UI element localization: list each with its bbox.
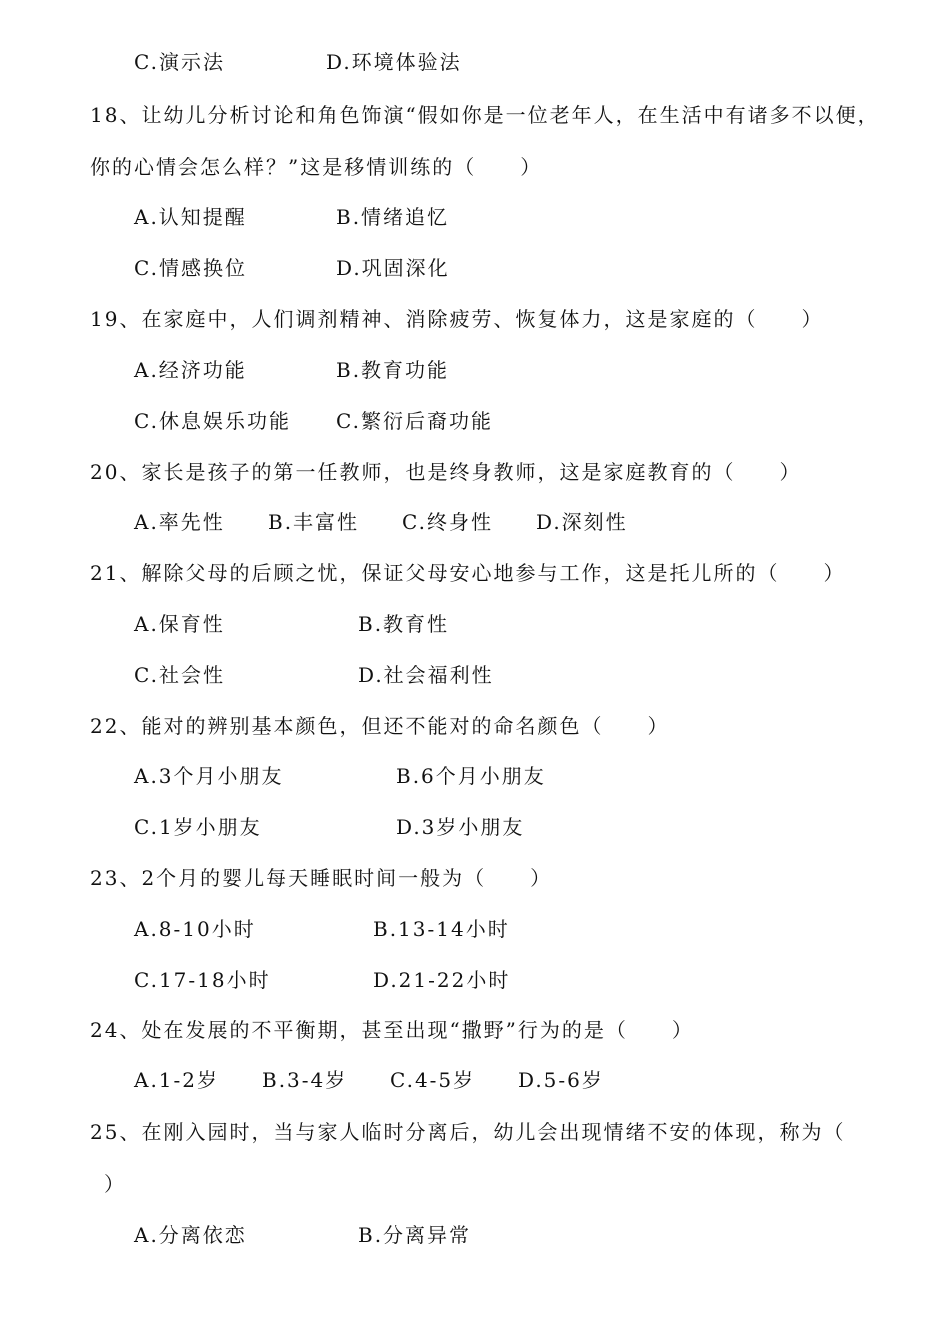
q25-text-line1: 25、在刚入园时，当与家人临时分离后，幼儿会出现情绪不安的体现，称为（ <box>90 1120 846 1144</box>
q19-option-c: C.休息娱乐功能 <box>134 409 291 433</box>
q22-text: 22、能对的辨别基本颜色，但还不能对的命名颜色（ ） <box>90 714 670 738</box>
q20-option-a: A.率先性 <box>134 510 225 534</box>
q21-option-b: B.教育性 <box>358 612 450 636</box>
q19-option-d: C.繁衍后裔功能 <box>336 409 493 433</box>
q24-option-d: D.5-6岁 <box>518 1068 604 1092</box>
q20-option-c: C.终身性 <box>402 510 493 534</box>
q17-option-c: C.演示法 <box>134 50 225 74</box>
q23-text: 23、2个月的婴儿每天睡眠时间一般为（ ） <box>90 866 553 890</box>
q25-option-b: B.分离异常 <box>358 1223 472 1247</box>
q21-option-d: D.社会福利性 <box>358 663 494 687</box>
q22-option-b: B.6个月小朋友 <box>396 764 546 788</box>
q21-text: 21、解除父母的后顾之忧，保证父母安心地参与工作，这是托儿所的（ ） <box>90 561 846 585</box>
q18-option-c: C.情感换位 <box>134 256 247 280</box>
q25-text-line2: ） <box>104 1172 126 1196</box>
q18-text-line1: 18、让幼儿分析讨论和角色饰演“假如你是一位老年人，在生活中有诸多不以便， <box>90 103 880 127</box>
q24-text: 24、处在发展的不平衡期，甚至出现“撒野”行为的是（ ） <box>90 1018 694 1042</box>
q22-option-a: A.3个月小朋友 <box>134 764 284 788</box>
q23-option-b: B.13-14小时 <box>373 917 510 941</box>
q22-option-c: C.1岁小朋友 <box>134 815 262 839</box>
q21-option-c: C.社会性 <box>134 663 225 687</box>
q21-option-a: A.保育性 <box>134 612 225 636</box>
q18-text-line2: 你的心情会怎么样？”这是移情训练的（ ） <box>90 155 543 179</box>
q24-option-c: C.4-5岁 <box>390 1068 476 1092</box>
q24-option-a: A.1-2岁 <box>134 1068 220 1092</box>
q20-option-d: D.深刻性 <box>536 510 628 534</box>
q17-option-d: D.环境体验法 <box>326 50 462 74</box>
q19-option-b: B.教育功能 <box>336 358 450 382</box>
q20-text: 20、家长是孩子的第一任教师，也是终身教师，这是家庭教育的（ ） <box>90 460 802 484</box>
q23-option-c: C.17-18小时 <box>134 968 271 992</box>
q19-text: 19、在家庭中，人们调剂精神、消除疲劳、恢复体力，这是家庭的（ ） <box>90 307 824 331</box>
q22-option-d: D.3岁小朋友 <box>396 815 525 839</box>
q20-option-b: B.丰富性 <box>268 510 360 534</box>
q18-option-a: A.认知提醒 <box>134 205 247 229</box>
q23-option-d: D.21-22小时 <box>373 968 511 992</box>
q25-option-a: A.分离依恋 <box>134 1223 247 1247</box>
q24-option-b: B.3-4岁 <box>262 1068 348 1092</box>
q23-option-a: A.8-10小时 <box>134 917 256 941</box>
q18-option-b: B.情绪追忆 <box>336 205 450 229</box>
q19-option-a: A.经济功能 <box>134 358 247 382</box>
q18-option-d: D.巩固深化 <box>336 256 450 280</box>
